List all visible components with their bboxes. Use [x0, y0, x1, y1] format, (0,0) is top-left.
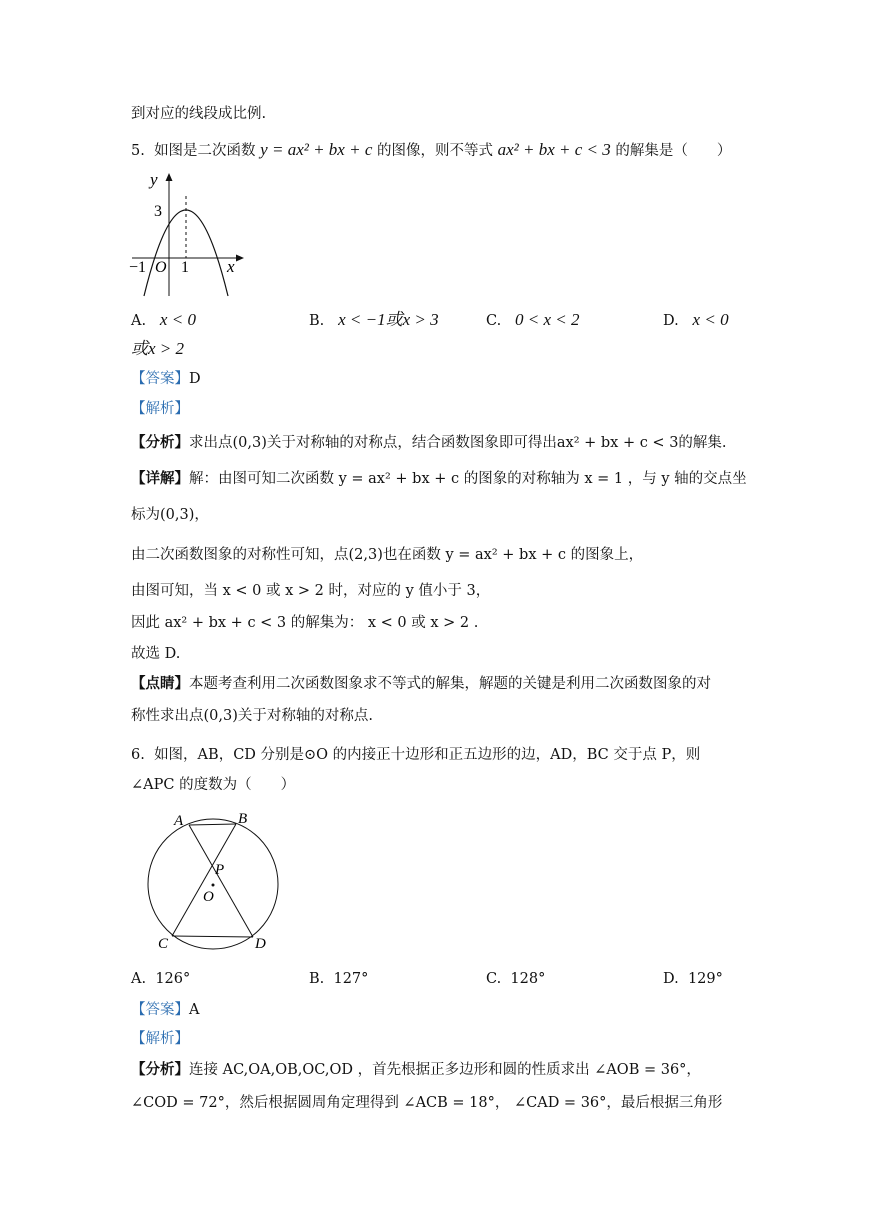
q5-dianjing-label: 【点睛】	[131, 675, 189, 692]
q6-label-c: C	[158, 936, 169, 952]
q6-option-b-text: 127°	[333, 971, 369, 987]
q5-option-b-letter: B.	[309, 313, 325, 329]
q6-label-b: B	[238, 811, 248, 827]
q6-answer: A	[189, 1002, 200, 1018]
q5-stem-a: 如图是二次函数	[154, 143, 256, 159]
q6-option-c-letter: C.	[486, 971, 502, 987]
q6-fenxi-line-1	[131, 1063, 701, 1078]
q5-xiangjie-label: 【详解】	[131, 470, 189, 487]
q6-option-a	[131, 972, 190, 987]
q6-analysis-label: 【解析】	[131, 1031, 189, 1047]
q5-function: y = ax² + bx + c	[260, 140, 373, 159]
q5-parabola-graph	[128, 168, 248, 302]
q6-option-d-letter: D.	[663, 971, 679, 987]
q5-option-a	[131, 311, 196, 329]
q6-stem-text-1: 如图，AB，CD 分别是⊙O 的内接正十边形和正五边形的边，AD，BC 交于点 P，则	[154, 747, 701, 763]
q5-option-a-text: x < 0	[159, 310, 196, 329]
q5-xiangjie-line-4: 由图可知，当 x < 0 或 x > 2 时，对应的 y 值小于 3，	[131, 583, 491, 599]
q6-label-d: D	[255, 936, 266, 952]
q5-number: 5.	[131, 143, 145, 159]
q5-option-d	[663, 311, 729, 329]
q5-fenxi-label: 【分析】	[131, 434, 189, 451]
q5-option-d-wrap: 或x > 2	[131, 339, 185, 358]
q6-answer-label: 【答案】	[131, 1002, 189, 1018]
q6-option-d-text: 129°	[687, 971, 723, 987]
q6-segment-ad	[189, 825, 253, 937]
q5-xiangjie-line-1	[131, 472, 747, 487]
q5-answer-line	[131, 372, 201, 387]
q5-option-b	[309, 311, 439, 329]
q5-y-axis-arrow	[166, 173, 173, 181]
q5-fenxi-line	[131, 436, 727, 451]
q6-fenxi-line-2: ∠COD = 72°，然后根据圆周角定理得到 ∠ACB = 18°， ∠CAD = 36°，最后根据三角形	[131, 1095, 723, 1111]
q6-stem-line-1	[131, 748, 700, 763]
q6-chord-ab	[189, 824, 236, 825]
q6-chord-cd	[172, 936, 253, 937]
q5-label-1: 1	[181, 259, 189, 276]
q5-label-neg1: −1	[129, 259, 147, 276]
intro-tail-text: 到对应的线段成比例.	[131, 106, 267, 122]
q6-option-a-letter: A.	[131, 971, 147, 987]
q5-answer-label: 【答案】	[131, 371, 189, 387]
q5-option-c	[486, 311, 580, 329]
q5-label-3: 3	[154, 203, 162, 220]
q5-inequality: ax² + bx + c < 3	[497, 140, 611, 159]
q5-dianjing-line-2: 称性求出点(0,3)关于对称轴的对称点.	[131, 708, 373, 724]
q5-label-origin: O	[155, 259, 167, 276]
q6-circle-figure	[140, 808, 280, 954]
q6-answer-line	[131, 1003, 199, 1018]
q6-label-p: P	[215, 862, 225, 878]
q5-dianjing-text-1: 本题考查利用二次函数图象求不等式的解集，解题的关键是利用二次函数图象的对	[189, 676, 711, 692]
q5-option-c-letter: C.	[486, 313, 502, 329]
q5-fenxi-text: 求出点(0,3)关于对称轴的对称点，结合函数图象即可得出ax² + bx + c < 3的解集.	[189, 435, 727, 451]
q5-stem-c: 的解集是（ ）	[615, 143, 732, 159]
q5-xiangjie-text-1: 解：由图可知二次函数 y = ax² + bx + c 的图象的对称轴为 x = 1 ，与 y 轴的交点坐	[189, 471, 747, 487]
q6-fenxi-label: 【分析】	[131, 1061, 189, 1078]
q6-option-b-letter: B.	[309, 971, 325, 987]
q6-option-d	[663, 972, 723, 987]
q5-dianjing-line-1	[131, 677, 711, 692]
q5-option-c-text: 0 < x < 2	[515, 310, 580, 329]
q6-option-c-text: 128°	[510, 971, 546, 987]
q6-option-c	[486, 972, 545, 987]
q5-option-b-text: x < −1或x > 3	[338, 310, 439, 329]
q6-option-b	[309, 972, 368, 987]
q6-stem-line-2: ∠APC 的度数为（ ）	[131, 777, 296, 793]
q6-segment-bc	[172, 824, 236, 936]
q5-label-y: y	[150, 170, 158, 189]
q5-option-d-letter: D.	[663, 313, 679, 329]
q5-analysis-label: 【解析】	[131, 401, 189, 417]
q5-answer: D	[189, 371, 201, 387]
q5-xiangjie-line-3: 由二次函数图象的对称性可知，点(2,3)也在函数 y = ax² + bx + c 的图象上，	[131, 547, 644, 563]
q5-x-axis-arrow	[236, 255, 244, 262]
q5-stem-b: 的图像，则不等式	[376, 143, 493, 159]
q6-label-o: O	[203, 889, 214, 905]
q5-xiangjie-line-2: 标为(0,3)，	[131, 507, 209, 523]
q6-center-dot	[212, 884, 215, 887]
q6-number: 6.	[131, 747, 145, 763]
q5-xiangjie-line-5: 因此 ax² + bx + c < 3 的解集为： x < 0 或 x > 2 .	[131, 615, 479, 631]
q6-option-a-text: 126°	[155, 971, 191, 987]
q6-fenxi-text-1: 连接 AC,OA,OB,OC,OD ，首先根据正多边形和圆的性质求出 ∠AOB = 36°，	[189, 1062, 701, 1078]
q5-stem	[131, 141, 731, 159]
q5-xiangjie-line-6: 故选 D.	[131, 646, 181, 662]
q5-option-d-text: x < 0	[692, 310, 729, 329]
q6-label-a: A	[174, 813, 184, 829]
q5-label-x: x	[227, 257, 235, 276]
q5-option-a-letter: A.	[131, 313, 147, 329]
